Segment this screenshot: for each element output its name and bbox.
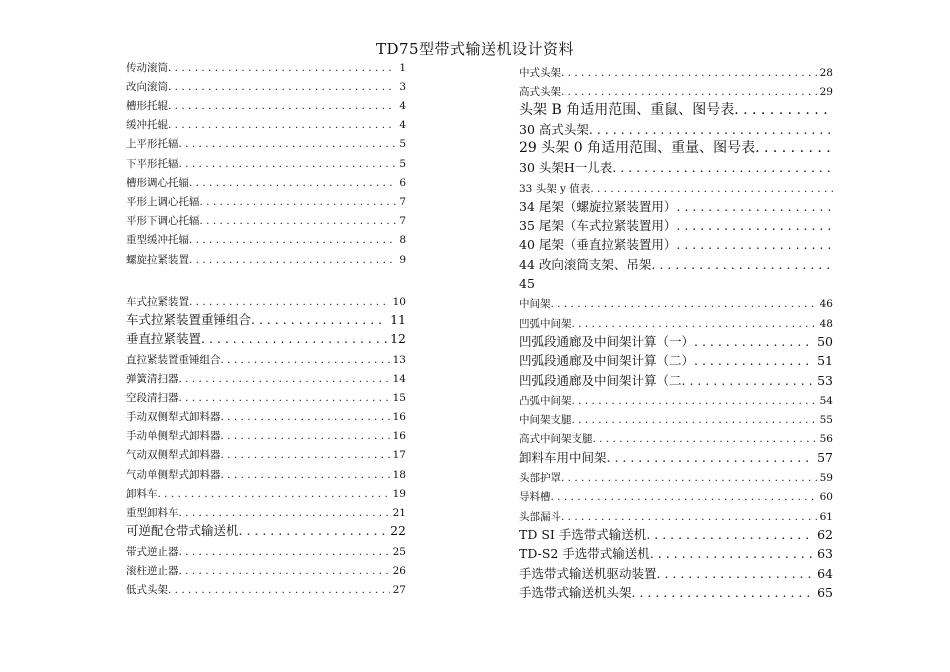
toc-entry-title: 传动滚筒 [126, 61, 168, 74]
toc-entry-title: 卸料车用中间架 [519, 449, 607, 465]
toc-entry-title: 平形下调心托辐 [126, 215, 200, 227]
toc-leader-dots [676, 220, 833, 233]
toc-leader-dots [551, 492, 817, 503]
toc-page-number: 28 [819, 66, 833, 79]
toc-leader-dots [682, 375, 815, 388]
toc-page-number: 57 [817, 449, 833, 465]
toc-page-number: 4 [399, 119, 406, 131]
toc-page-number: 13 [392, 353, 406, 366]
toc-entry-title: 头部漏斗 [519, 510, 561, 523]
toc-page-number: 9 [399, 253, 406, 266]
toc-entry[interactable] [126, 557, 406, 576]
toc-leader-dots [694, 355, 814, 368]
toc-entry[interactable] [126, 92, 406, 111]
toc-left-column [126, 54, 406, 595]
toc-entry[interactable] [519, 310, 833, 329]
toc-entry-title: 气动双侧犁式卸料器 [126, 449, 221, 461]
toc-leader-dots [572, 415, 817, 426]
toc-entry[interactable] [126, 480, 406, 499]
toc-leader-dots [221, 470, 390, 481]
toc-leader-dots [651, 259, 833, 272]
toc-entry[interactable] [519, 464, 833, 483]
toc-entry-title: 凹弧段通廊及中间架计算（二 [519, 372, 682, 388]
toc-leader-dots [239, 525, 388, 538]
toc-entry[interactable] [519, 271, 833, 290]
toc-entry[interactable] [519, 329, 833, 348]
toc-page-number: 17 [392, 449, 406, 461]
toc-page-number: 1 [399, 61, 406, 74]
toc-page-number: 3 [399, 80, 406, 93]
toc-page-number: 53 [817, 372, 833, 388]
toc-entry[interactable] [519, 78, 833, 97]
toc-leader-dots [168, 585, 390, 596]
toc-entry-title: 槽形托辊 [126, 100, 168, 112]
toc-leader-dots [590, 184, 833, 195]
toc-entry[interactable] [126, 150, 406, 169]
toc-entry[interactable] [126, 538, 406, 557]
toc-entry[interactable] [519, 484, 833, 503]
toc-entry-title: 重型卸料车 [126, 507, 179, 519]
toc-page-number: 5 [399, 157, 406, 170]
toc-entry-title: TD-S2 手选带式输送机 [519, 546, 650, 561]
toc-page-number: 11 [390, 312, 406, 327]
toc-entry-title: 30 高式头架 [519, 121, 589, 137]
toc-entry-title: 30 头架H一儿表 [519, 160, 613, 175]
toc-page-number: 29 [819, 86, 833, 98]
toc-page-number: 22 [390, 523, 406, 538]
toc-entry-title: 空段清扫器 [126, 391, 179, 404]
toc-entry[interactable] [126, 499, 406, 518]
toc-entry[interactable] [126, 73, 406, 92]
toc-leader-dots [734, 103, 833, 117]
toc-leader-dots [755, 141, 833, 155]
toc-page-number: 56 [819, 433, 833, 445]
toc-page-number: 25 [392, 545, 406, 558]
toc-entry-title: 33 头架 y 值表 [519, 182, 591, 195]
toc-entry-title: 凹弧段通廊及中间架计算（二） [519, 353, 695, 368]
toc-leader-dots [593, 434, 817, 445]
toc-entry[interactable] [519, 194, 833, 213]
toc-leader-dots [179, 547, 390, 558]
toc-entry[interactable] [519, 59, 833, 78]
toc-entry-title: 低式头架 [126, 583, 168, 596]
toc-page-number: 63 [817, 546, 833, 561]
toc-entry[interactable] [126, 461, 406, 480]
toc-entry-title: 45 [519, 276, 535, 291]
toc-leader-dots [572, 319, 817, 330]
toc-entry-title: 中间架支腿 [519, 414, 572, 426]
toc-page-number: 5 [399, 138, 406, 150]
toc-entry-title: 螺旋拉紧装置 [126, 253, 189, 266]
toc-entry[interactable] [519, 175, 833, 194]
toc-entry[interactable] [126, 131, 406, 150]
toc-page-number: 50 [817, 333, 833, 349]
toc-entry-title: 手选带式输送机驱动装置 [519, 565, 657, 581]
toc-entry[interactable] [126, 576, 406, 595]
toc-entry[interactable] [126, 403, 406, 422]
toc-leader-dots [572, 396, 817, 407]
toc-leader-dots [179, 139, 397, 150]
toc-leader-dots [179, 159, 397, 170]
toc-leader-dots [168, 63, 396, 74]
toc-entry[interactable] [126, 442, 406, 461]
toc-leader-dots [221, 412, 390, 423]
toc-leader-dots [179, 508, 390, 519]
toc-page-number: 62 [817, 526, 833, 542]
toc-leader-dots [189, 297, 390, 308]
toc-page-number: 46 [819, 298, 833, 310]
toc-entry-title: 凹弧段通廊及中间架计算（一） [519, 333, 695, 349]
toc-page-number: 54 [819, 394, 833, 407]
toc-leader-dots [589, 124, 833, 137]
toc-entry-title: 带式逆止器 [126, 545, 179, 558]
toc-entry-title: 槽形调心托辐 [126, 176, 189, 189]
toc-entry-title: 缓冲托辊 [126, 119, 168, 131]
toc-page-number: 6 [399, 176, 406, 189]
toc-entry-title: 高式头架 [519, 86, 561, 98]
toc-page-number: 8 [399, 234, 406, 246]
toc-entry[interactable] [519, 233, 833, 252]
toc-leader-dots [561, 68, 817, 79]
toc-entry[interactable] [519, 98, 833, 117]
toc-leader-dots [200, 216, 397, 227]
toc-leader-dots [201, 333, 387, 346]
toc-leader-dots [158, 489, 390, 500]
toc-page-number: 10 [392, 295, 406, 308]
toc-entry-title: 垂直拉紧装置 [126, 331, 202, 346]
toc-page-number: 64 [817, 565, 833, 581]
toc-page-number: 7 [399, 215, 406, 227]
toc-leader-dots [612, 162, 833, 175]
toc-entry[interactable] [519, 541, 833, 560]
toc-entry[interactable] [126, 208, 406, 227]
toc-entry[interactable] [126, 423, 406, 442]
toc-entry-title: 44 改向滚筒支架、吊架 [519, 256, 652, 272]
toc-leader-dots [200, 197, 397, 208]
toc-entry-title: 40 尾架（垂直拉紧装置用） [519, 237, 677, 252]
toc-page-number: 55 [819, 414, 833, 426]
toc-entry[interactable] [519, 445, 833, 464]
toc-entry-title: 手动单侧犁式卸料器 [126, 430, 221, 442]
toc-entry[interactable] [519, 406, 833, 425]
toc-leader-dots [168, 120, 396, 131]
toc-entry[interactable] [126, 227, 406, 246]
toc-entry[interactable] [126, 169, 406, 188]
toc-entry[interactable] [519, 155, 833, 174]
toc-entry[interactable] [519, 136, 833, 155]
toc-page-number: 16 [392, 430, 406, 442]
toc-leader-dots [607, 452, 815, 465]
toc-entry[interactable] [126, 365, 406, 384]
toc-entry-title: 高式中间架支腿 [519, 433, 593, 445]
toc-entry-title: 手动双侧犁式卸料器 [126, 411, 221, 423]
toc-entry-title: 凹弧中间架 [519, 317, 572, 330]
toc-page-number: 16 [392, 411, 406, 423]
toc-entry-title: 导料槽 [519, 491, 551, 503]
toc-page-number: 26 [392, 564, 406, 577]
toc-entry-title: 滚柱逆止器 [126, 564, 179, 577]
toc-entry-title: 手选带式输送机头架 [519, 584, 632, 600]
toc-leader-dots [179, 393, 390, 404]
toc-page-number: 15 [392, 391, 406, 404]
toc-entry-title: 可逆配仓带式输送机 [126, 523, 239, 538]
toc-page-number: 19 [392, 487, 406, 500]
toc-entry[interactable] [126, 188, 406, 207]
toc-leader-dots [551, 299, 817, 310]
toc-entry-title: 头部护罩 [519, 472, 561, 484]
toc-group-1 [126, 54, 406, 265]
toc-entry[interactable] [126, 307, 406, 326]
toc-leader-dots [221, 431, 390, 442]
toc-entry[interactable] [126, 246, 406, 265]
toc-entry[interactable] [519, 213, 833, 232]
toc-page-number: 12 [390, 331, 406, 346]
toc-leader-dots [694, 336, 814, 349]
toc-leader-dots [168, 82, 396, 93]
toc-entry[interactable] [519, 291, 833, 310]
toc-entry-title: 车式拉紧装置 [126, 295, 189, 308]
toc-leader-dots [646, 529, 814, 542]
toc-entry[interactable] [126, 519, 406, 538]
toc-leader-dots [179, 566, 390, 577]
toc-leader-dots [179, 374, 390, 385]
toc-entry-title: 气动单侧犁式卸料器 [126, 468, 221, 481]
toc-entry[interactable] [519, 387, 833, 406]
toc-page-number: 27 [392, 583, 406, 596]
toc-leader-dots [561, 473, 817, 484]
toc-page-number: 61 [819, 510, 833, 523]
toc-entry[interactable] [126, 112, 406, 131]
toc-entry-title: 车式拉紧装置重锤组合 [126, 312, 252, 327]
toc-entry-title: 下平形托辐 [126, 157, 179, 170]
toc-entry[interactable] [519, 252, 833, 271]
toc-entry-title: 中间架 [519, 298, 551, 310]
toc-leader-dots [168, 101, 396, 112]
toc-entry[interactable] [519, 503, 833, 522]
toc-entry[interactable] [126, 327, 406, 346]
toc-entry-title: 改向滚筒 [126, 80, 168, 93]
toc-entry-title: 35 尾架（车式拉紧装置用） [519, 218, 677, 233]
toc-entry[interactable] [519, 561, 833, 580]
toc-leader-dots [650, 548, 814, 561]
toc-leader-dots [561, 87, 817, 98]
toc-page-number: 60 [819, 491, 833, 503]
toc-entry[interactable] [126, 288, 406, 307]
toc-page-number: 7 [399, 196, 406, 208]
toc-entry[interactable] [126, 384, 406, 403]
toc-entry-title: 中式头架 [519, 66, 561, 79]
toc-page-number: 18 [392, 468, 406, 481]
toc-entry[interactable] [126, 346, 406, 365]
toc-leader-dots [189, 178, 396, 189]
toc-entry[interactable] [126, 54, 406, 73]
toc-entry[interactable] [519, 580, 833, 599]
toc-page-number: 65 [817, 584, 833, 600]
toc-leader-dots [632, 587, 815, 600]
toc-leader-dots [189, 255, 396, 266]
toc-entry[interactable] [519, 117, 833, 136]
toc-entry-title: 平形上调心托辐 [126, 196, 200, 208]
toc-group-3 [519, 59, 833, 599]
toc-entry-title: 34 尾架（螺旋拉紧装置用） [519, 198, 677, 214]
group-spacer [126, 265, 406, 288]
toc-leader-dots [221, 355, 390, 366]
toc-leader-dots [251, 314, 387, 327]
toc-leader-dots [561, 512, 817, 523]
toc-leader-dots [189, 235, 396, 246]
toc-entry[interactable] [519, 522, 833, 541]
toc-entry[interactable] [519, 348, 833, 367]
toc-entry-title: 卸料车 [126, 487, 158, 500]
toc-entry-title: TD SI 手选带式输送机 [519, 526, 647, 542]
toc-entry-title: 上平形托辐 [126, 138, 179, 150]
toc-group-2 [126, 288, 406, 595]
toc-entry[interactable] [519, 426, 833, 445]
document-title: TD75型带式输送机设计资料 [375, 40, 575, 58]
toc-leader-dots [657, 568, 815, 581]
toc-entry-title: 凸弧中间架 [519, 394, 572, 407]
toc-page-number: 21 [392, 507, 406, 519]
toc-entry-title: 弹簧清扫器 [126, 372, 179, 385]
toc-page-number: 4 [399, 100, 406, 112]
toc-entry-title: 头架 B 角适用范围、重鼠、图号表 [519, 101, 735, 117]
toc-leader-dots [221, 450, 390, 461]
toc-page-number: 59 [819, 472, 833, 484]
toc-page-number: 51 [817, 353, 833, 368]
toc-entry[interactable] [519, 368, 833, 387]
toc-leader-dots [676, 239, 833, 252]
toc-page-number: 14 [392, 372, 406, 385]
toc-entry-title: 直拉紧装置重锤组合 [126, 353, 221, 366]
toc-page-number: 48 [819, 317, 833, 330]
toc-entry-title: 29 头架 0 角适用范围、重量、图号表 [519, 140, 756, 156]
toc-right-column [519, 59, 833, 599]
toc-entry-title: 重型缓冲托辐 [126, 234, 189, 246]
toc-leader-dots [676, 201, 833, 214]
